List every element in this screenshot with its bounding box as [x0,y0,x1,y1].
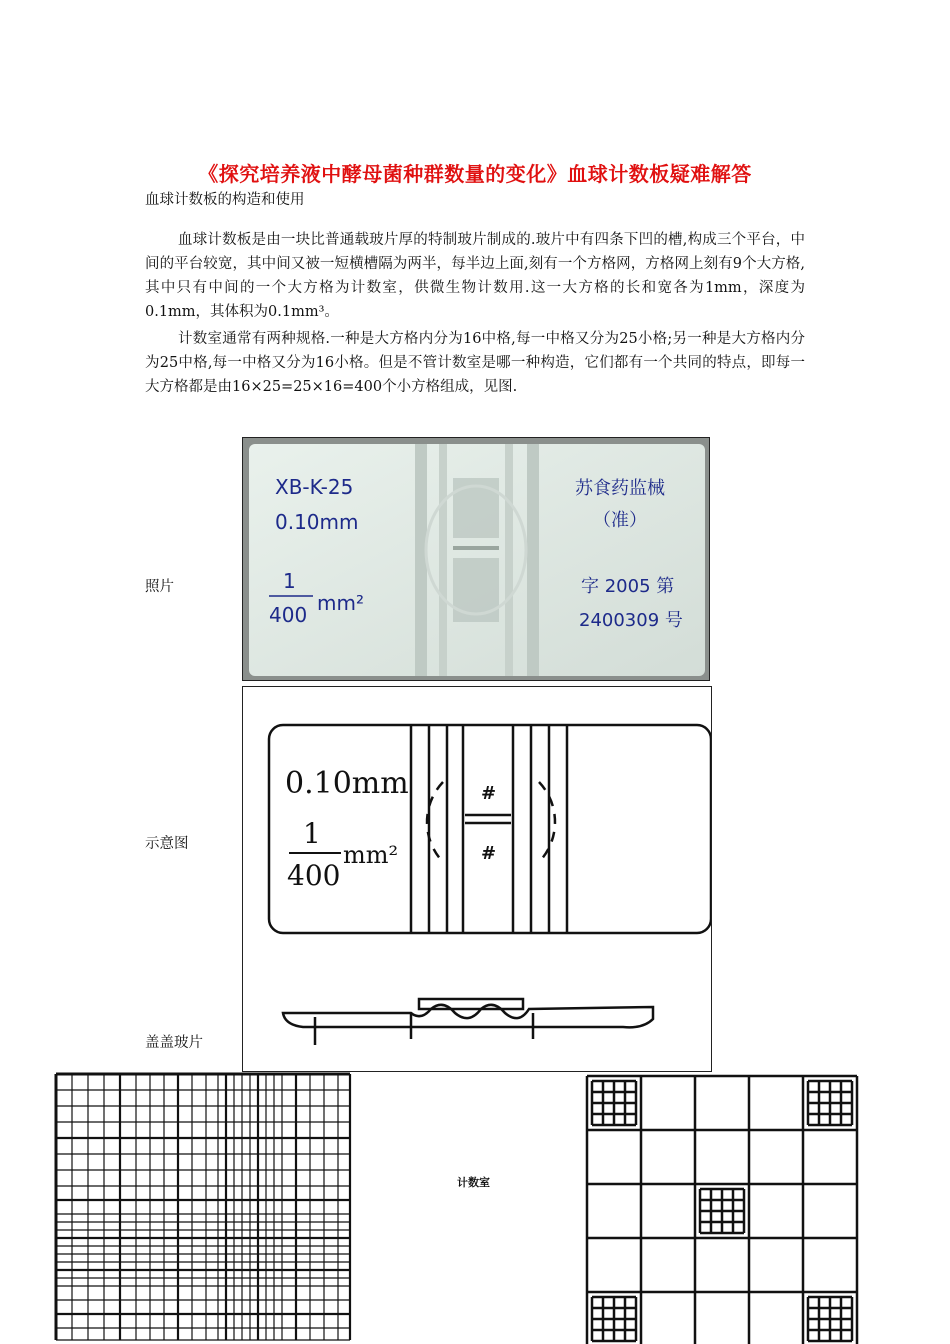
photo-reg-line4: 2400309 号 [579,610,683,631]
diagram-frac-den: 400 [287,859,341,892]
label-photo: 照片 [145,579,174,595]
label-diagram: 示意图 [145,836,189,852]
counting-chamber-photo [242,437,710,681]
counting-grid-left [50,1068,355,1344]
photo-depth-text: 0.10mm [275,510,359,534]
paragraph-chamber-specs: 计数室通常有两种规格.一种是大方格内分为16中格,每一中格又分为25小格;另一种是大方格内分为25中格,每一中格又分为16小格。但是不管计数室是哪一种构造，它们都有一个共同的特点，即每一大方格都是由16×25=25×16=400个小方格组成，见图. [145,331,805,395]
diagram-depth-text: 0.10mm [285,766,409,801]
label-coverslip: 盖盖玻片 [145,1035,203,1051]
photo-frac-den: 400 [269,603,308,627]
diagram-mark-upper: # [481,783,497,804]
label-chamber: 计数室 [457,1176,490,1189]
paragraph-structure: 血球计数板是由一块比普通载玻片厚的特制玻片制成的.玻片中有四条下凹的槽,构成三个平台，中间的平台较宽，其中间又被一短横槽隔为两半，每半边上面,刻有一个方格网，方格网上刻有9个大方格,其中只有中间的一个大方格为计数室，供微生物计数用.这一大方格的长和宽各为1mm，深度为0.1mm，其体积为0.1mm³。 [145,232,805,320]
diagram-frac-num: 1 [303,817,321,850]
photo-frac-num: 1 [283,569,296,593]
counting-grid-right [583,1072,868,1344]
section-subheading: 血球计数板的构造和使用 [145,192,305,208]
counting-chamber-schematic [242,686,712,1072]
diagram-mark-lower: # [481,843,497,864]
photo-reg-line3: 字 2005 第 [581,576,675,597]
photo-reg-line2: （准） [593,510,647,531]
photo-reg-line1: 苏食药监械 [575,478,665,499]
photo-unit: mm² [317,591,364,615]
document-title: 《探究培养液中酵母菌种群数量的变化》血球计数板疑难解答 [198,162,752,186]
photo-model-text: XB-K-25 [275,475,354,499]
diagram-unit: mm² [343,841,399,869]
